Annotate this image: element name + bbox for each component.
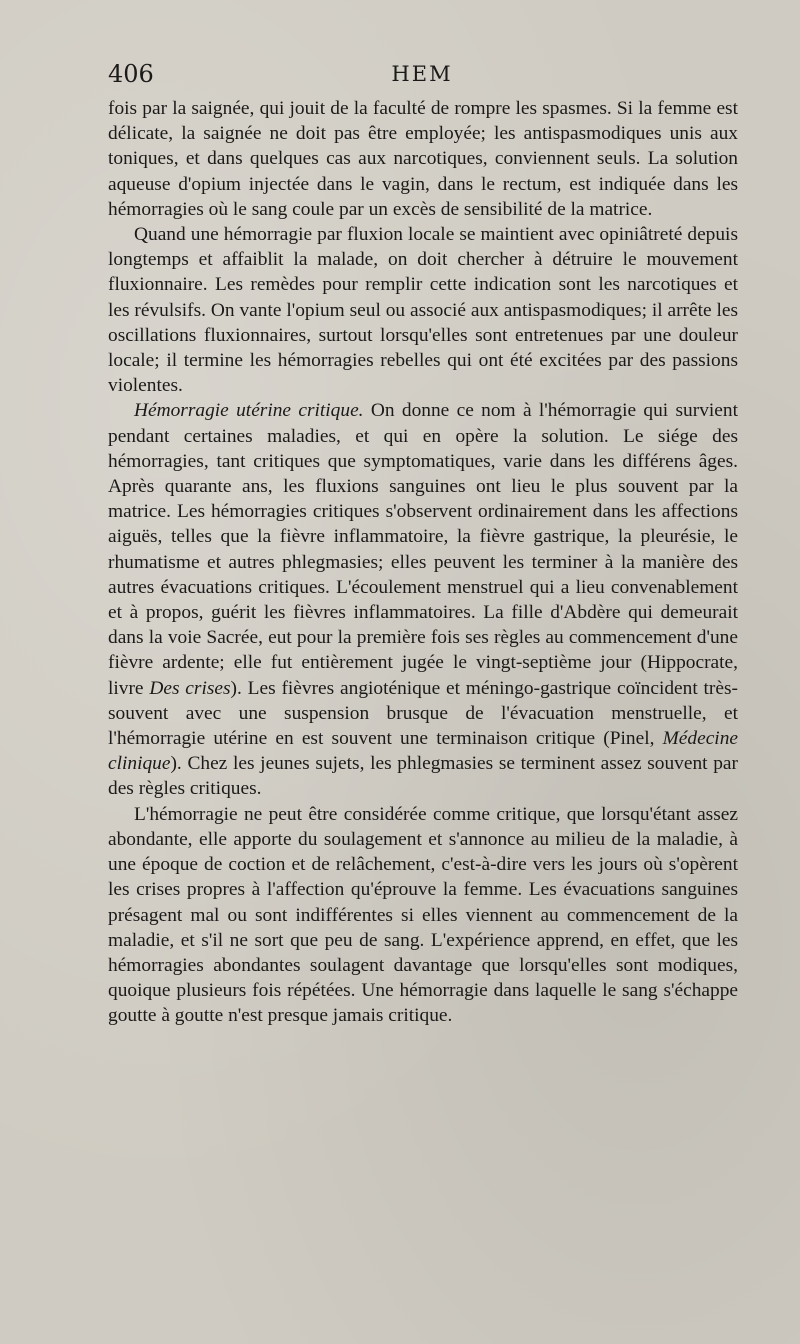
- paragraph-fluxion: Quand une hémorragie par fluxion locale se maintient avec opiniâtreté depuis longtemps et affaiblit la malade, on doit chercher à détruire le mouvement fluxionnaire. Les remèdes pour remplir cette indication sont les narcotiques et les révulsifs. On vante l'opium seul ou associé aux antispasmodiques; il arrête les oscillations fluxionnaires, surtout lorsqu'elles sont entretenues par une douleur locale; il termine les hémorragies rebelles qui ont été excitées par des passions violentes.: [108, 224, 738, 397]
- paragraph-text-part-3: ). Chez les jeunes sujets, les phlegmasies se terminent assez souvent par des règles critiques.: [108, 753, 738, 800]
- paragraph-critical-hemorrhage: [108, 398, 738, 801]
- page-number: 406: [108, 60, 154, 88]
- paragraph-text-part-1: On donne ce nom à l'hémorragie qui survient pendant certaines maladies, et qui en opère la solution. Le siége des hémorragies, tant critiques que symptomatiques, varie dans les différens âges. Après quarante ans, les fluxions sanguines ont lieu le plus souvent par la matrice. Les hémorragies critiques s'observent ordinairement dans les affections aiguës, telles que la fièvre inflammatoire, la fièvre gastrique, la pleurésie, le rhumatisme et autres phlegmasies; elles peuvent les terminer à la manière des autres évacuations critiques. L'écoulement menstruel qui a lieu convenablement et à propos, guérit les fièvres inflammatoires. La fille d'Abdère qui demeurait dans la voie Sacrée, eut pour la première fois ses règles au commencement d'une fièvre ardente; elle fut entièrement jugée le vingt-septième jour (Hippocrate, livre: [108, 400, 738, 699]
- paragraph-text-part-2: ). Les fièvres angioténique et méningo-gastrique coïncident très-souvent avec une suspension brusque de l'évacuation menstruelle, et l'hémorragie utérine en est souvent une terminaison critique (Pinel,: [108, 677, 738, 750]
- paragraph-continuation: fois par la saignée, qui jouit de la faculté de rompre les spasmes. Si la femme est délicate, la saignée ne doit pas être employée; les antispasmodiques unis aux toniques, et dans quelques cas aux narcotiques, conviennent seuls. La solution aqueuse d'opium injectée dans le vagin, dans le rectum, est indiquée dans les hémorragies où le sang coule par un excès de sensibilité de la matrice.: [108, 98, 738, 220]
- paragraph-criteria: L'hémorragie ne peut être considérée comme critique, que lorsqu'étant assez abondante, elle apporte du soulagement et s'annonce au milieu de la maladie, à une époque de coction et de relâchement, c'est-à-dire vers les jours où s'opèrent les crises propres à l'affection qu'éprouve la femme. Les évacuations sanguines présagent mal ou sont indifférentes si elles viennent au commencement de la maladie, et s'il ne sort que peu de sang. L'expérience apprend, en effet, que les hémorragies abondantes soulagent davantage que lorsqu'elles sont modiques, quoique plusieurs fois répétées. Une hémorragie dans laquelle le sang s'échappe goutte à goutte n'est presque jamais critique.: [108, 803, 738, 1027]
- body-text: [108, 96, 738, 1029]
- page-header: [108, 60, 736, 94]
- citation-title-des-crises: Des crises: [149, 677, 231, 699]
- section-heading-italic: Hémorragie utérine critique.: [134, 400, 364, 422]
- citation-title-medecine-clinique: Médecine clinique: [108, 728, 738, 775]
- running-head: HEM: [391, 62, 453, 86]
